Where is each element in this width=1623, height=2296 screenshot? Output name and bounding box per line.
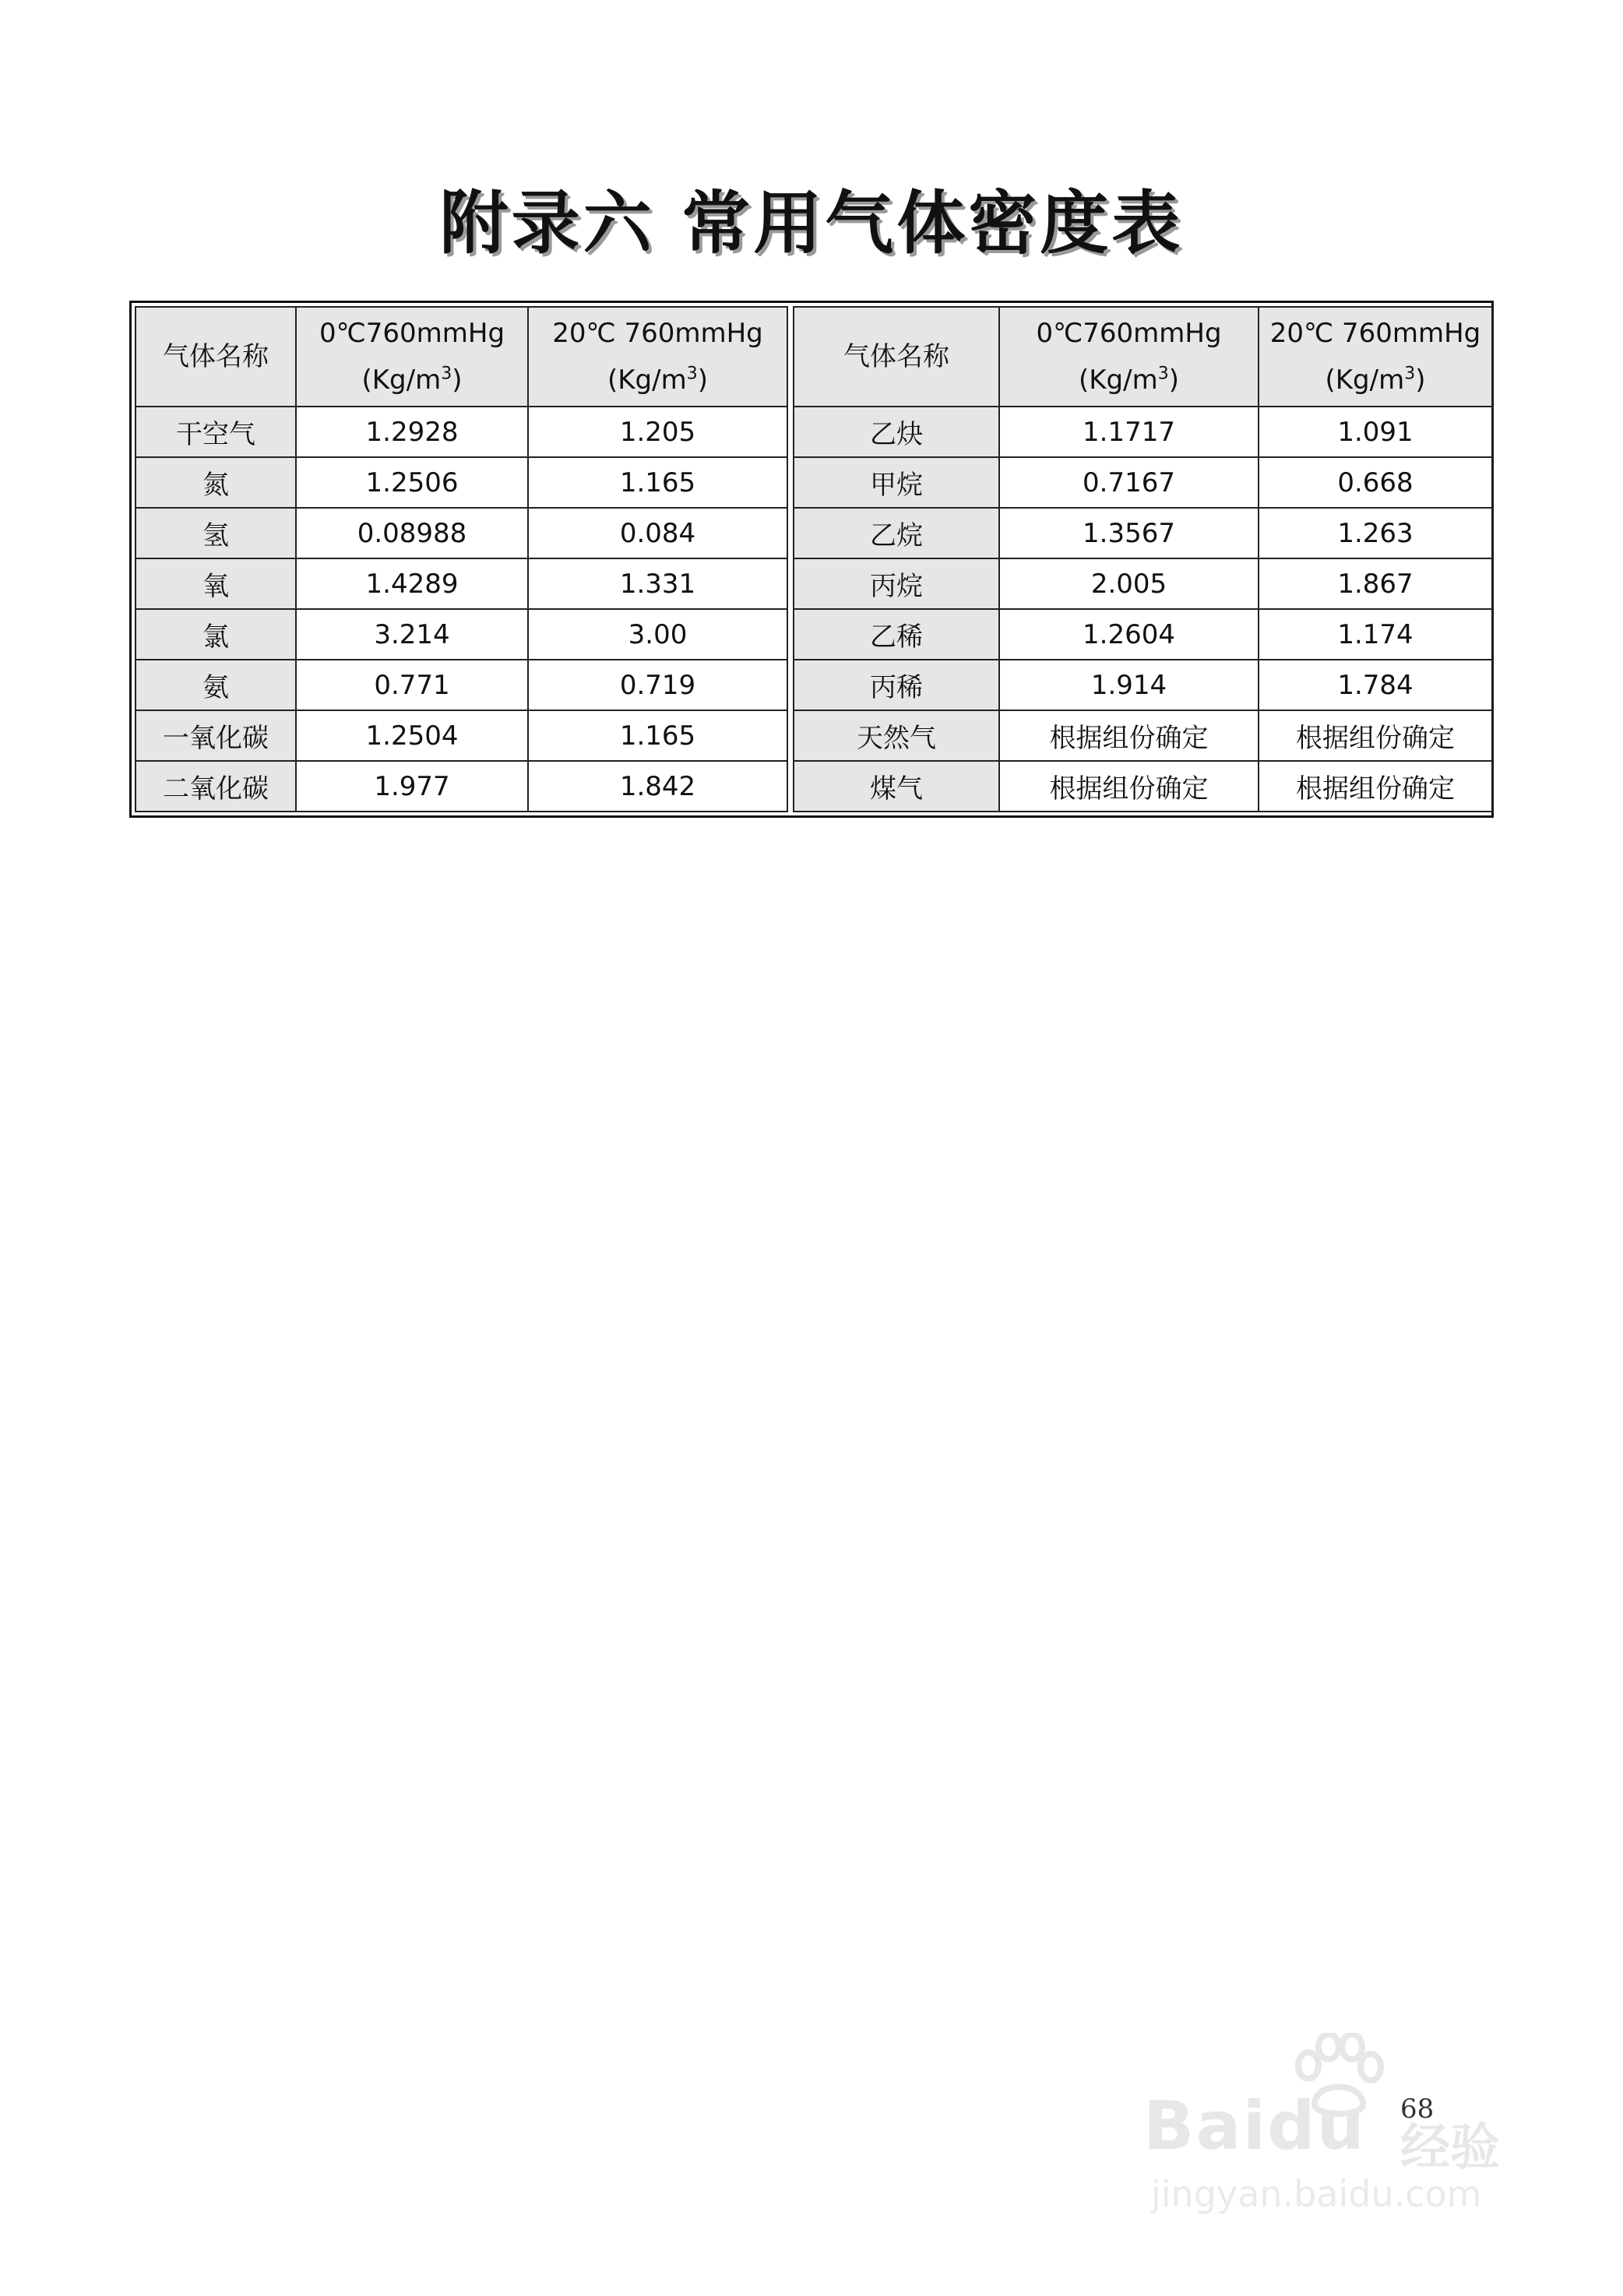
density-0c-cell: 根据组份确定 xyxy=(999,761,1259,812)
gas-name-cell: 乙烷 xyxy=(794,508,999,558)
gas-name-cell: 丙烷 xyxy=(794,558,999,609)
left-table xyxy=(135,306,788,812)
density-0c-cell: 3.214 xyxy=(296,609,528,660)
density-0c-cell: 1.2928 xyxy=(296,407,528,457)
baidu-jingyan-watermark xyxy=(1143,2033,1517,2220)
density-20c-cell: 1.842 xyxy=(528,761,787,812)
table-row xyxy=(794,508,1492,558)
density-20c-cell: 1.263 xyxy=(1259,508,1492,558)
gas-name-cell: 乙炔 xyxy=(794,407,999,457)
density-20c-cell: 1.165 xyxy=(528,457,787,508)
header-row xyxy=(794,307,1492,407)
table-row xyxy=(794,660,1492,710)
density-0c-cell: 1.4289 xyxy=(296,558,528,609)
density-0c-cell: 0.08988 xyxy=(296,508,528,558)
table-row xyxy=(794,457,1492,508)
density-0c-cell: 1.914 xyxy=(999,660,1259,710)
header-row xyxy=(136,307,787,407)
density-20c-cell: 1.174 xyxy=(1259,609,1492,660)
watermark-brand: Baidu xyxy=(1143,2087,1366,2165)
gas-name-cell: 甲烷 xyxy=(794,457,999,508)
gas-density-table xyxy=(129,301,1494,818)
density-0c-cell: 2.005 xyxy=(999,558,1259,609)
table-row xyxy=(136,558,787,609)
header-gas-name: 气体名称 xyxy=(794,307,999,407)
density-20c-cell: 0.084 xyxy=(528,508,787,558)
gas-name-cell: 氯 xyxy=(136,609,296,660)
density-0c-cell: 1.3567 xyxy=(999,508,1259,558)
density-20c-cell: 根据组份确定 xyxy=(1259,761,1492,812)
table-row xyxy=(136,508,787,558)
table-row xyxy=(136,609,787,660)
table-row xyxy=(136,761,787,812)
density-20c-cell: 1.784 xyxy=(1259,660,1492,710)
gas-name-cell: 干空气 xyxy=(136,407,296,457)
density-0c-cell: 1.1717 xyxy=(999,407,1259,457)
right-table xyxy=(793,306,1493,812)
gas-name-cell: 氮 xyxy=(136,457,296,508)
page-title: 附录六 常用气体密度表 xyxy=(439,183,1184,263)
density-20c-cell: 0.668 xyxy=(1259,457,1492,508)
density-20c-cell: 1.091 xyxy=(1259,407,1492,457)
density-0c-cell: 1.2504 xyxy=(296,710,528,761)
density-0c-cell: 0.771 xyxy=(296,660,528,710)
gas-name-cell: 丙稀 xyxy=(794,660,999,710)
gas-name-cell: 煤气 xyxy=(794,761,999,812)
gas-name-cell: 氧 xyxy=(136,558,296,609)
density-20c-cell: 1.205 xyxy=(528,407,787,457)
density-20c-cell: 1.867 xyxy=(1259,558,1492,609)
page-number: 68 xyxy=(1400,2094,1435,2125)
density-20c-cell: 3.00 xyxy=(528,609,787,660)
header-20c: 20℃ 760mmHg $(Kg/m^3)$ xyxy=(528,307,787,407)
header-0c: 0℃760mmHg $(Kg/m^3)$ xyxy=(296,307,528,407)
table-row xyxy=(794,407,1492,457)
table-row xyxy=(136,407,787,457)
table-row xyxy=(136,660,787,710)
gas-name-cell: 乙稀 xyxy=(794,609,999,660)
density-0c-cell: 1.977 xyxy=(296,761,528,812)
table-row xyxy=(794,761,1492,812)
header-gas-name: 气体名称 xyxy=(136,307,296,407)
gas-name-cell: 一氧化碳 xyxy=(136,710,296,761)
watermark-url: jingyan.baidu.com xyxy=(1151,2173,1482,2215)
gas-name-cell: 氨 xyxy=(136,660,296,710)
density-0c-cell: 1.2604 xyxy=(999,609,1259,660)
header-20c: 20℃ 760mmHg $(Kg/m^3)$ xyxy=(1259,307,1492,407)
table-row xyxy=(136,710,787,761)
density-0c-cell: 0.7167 xyxy=(999,457,1259,508)
gas-name-cell: 二氧化碳 xyxy=(136,761,296,812)
density-20c-cell: 1.165 xyxy=(528,710,787,761)
density-0c-cell: 1.2506 xyxy=(296,457,528,508)
density-20c-cell: 根据组份确定 xyxy=(1259,710,1492,761)
table-row xyxy=(794,710,1492,761)
table-row xyxy=(794,609,1492,660)
gas-name-cell: 天然气 xyxy=(794,710,999,761)
density-20c-cell: 1.331 xyxy=(528,558,787,609)
density-20c-cell: 0.719 xyxy=(528,660,787,710)
header-0c: 0℃760mmHg $(Kg/m^3)$ xyxy=(999,307,1259,407)
table-row xyxy=(136,457,787,508)
watermark-brand-cn: 经验 xyxy=(1400,2119,1500,2177)
table-row xyxy=(794,558,1492,609)
gas-name-cell: 氢 xyxy=(136,508,296,558)
density-0c-cell: 根据组份确定 xyxy=(999,710,1259,761)
